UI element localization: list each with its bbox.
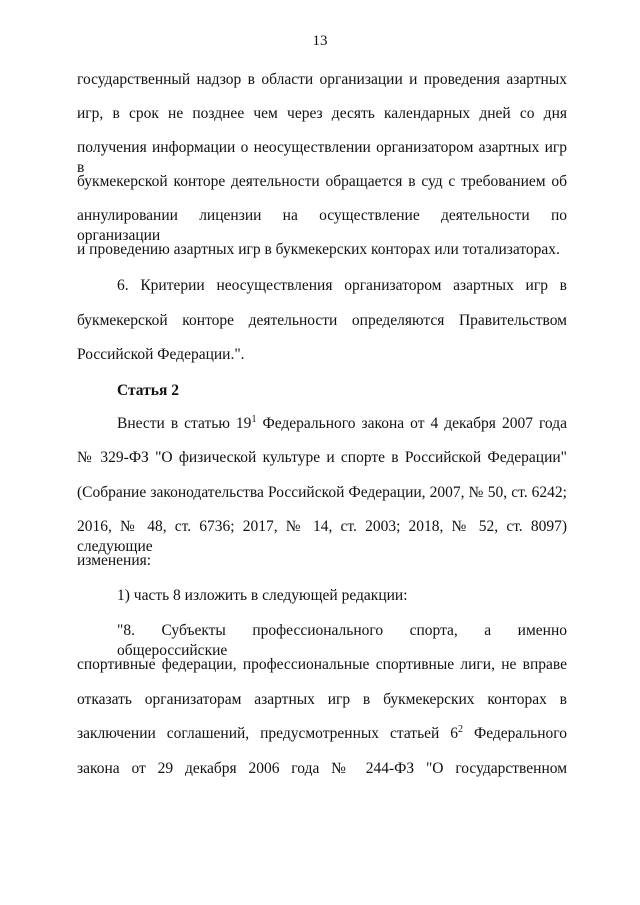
text-line: отказать организаторам азартных игр в букмекерских конторах в [77,691,567,708]
text-line: (Собрание законодательства Российской Федерации, 2007, № 50, ст. 6242; [77,484,567,501]
text-line: игр, в срок не позднее чем через десять календарных дней со дня [77,105,567,122]
article-heading: Статья 2 [117,382,179,399]
text-line: и проведению азартных игр в букмекерских конторах или тотализаторах. [77,241,560,258]
page-number: 13 [312,33,328,49]
text-line: № 329-ФЗ "О физической культуре и спорте в Российской Федерации" [77,449,567,466]
text-line: государственный надзор в области организации и проведения азартных [77,71,567,88]
list-item: 1) часть 8 изложить в следующей редакции: [117,587,408,604]
text-line: букмекерской конторе деятельности определяются Правительством [77,312,567,329]
text-line: "8. Субъекты профессионального спорта, а именно общероссийские [117,622,567,659]
text-line: Внести в статью $19^1$ Федерального закона от 4 декабря 2007 года [117,414,567,432]
text-line: изменения: [77,552,152,569]
text-line: Российской Федерации.". [77,346,245,363]
text-line: 6. Критерии неосуществления организатором азартных игр в [117,277,567,294]
text-line: спортивные федерации, профессиональные спортивные лиги, не вправе [77,656,567,673]
text-line: аннулировании лицензии на осуществление деятельности по организации [77,207,567,244]
text-line: заключении соглашений, предусмотренных статьей $6^2$ Федерального [77,724,568,742]
text-line: букмекерской конторе деятельности обращается в суд с требованием об [77,173,567,190]
text-line: 2016, № 48, ст. 6736; 2017, № 14, ст. 2003; 2018, № 52, ст. 8097) следующие [77,518,567,555]
text-line: закона от 29 декабря 2006 года № 244-ФЗ "О государственном [77,760,567,777]
text-line: получения информации о неосуществлении организатором азартных игр в [77,139,567,176]
